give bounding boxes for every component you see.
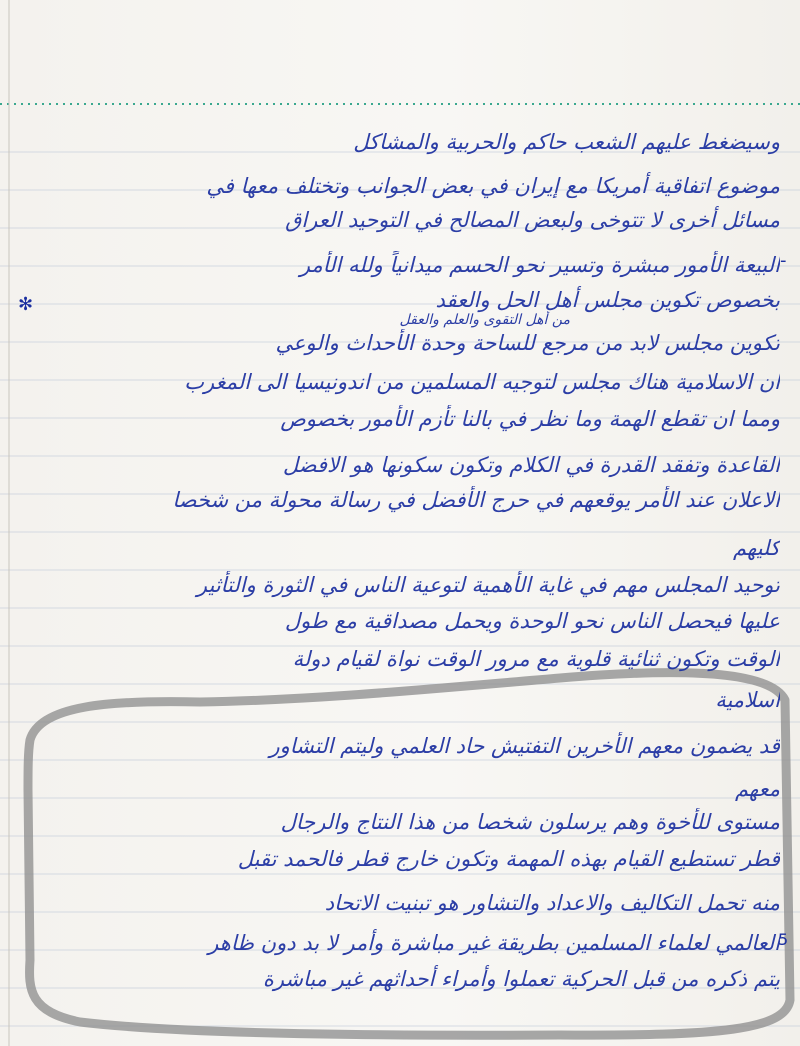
handwritten-line: مسائل أخرى لا تتوخى ولبعض المصالح في التوحيد العراق: [285, 208, 780, 232]
handwritten-line: اسلامية: [715, 688, 780, 712]
handwritten-line: العالمي لعلماء المسلمين بطريقة غير مباشرة وأمر لا بد دون ظاهر: [208, 931, 780, 955]
margin-mark-star: ✻: [18, 294, 34, 315]
handwritten-line: كليهم: [733, 536, 780, 560]
handwritten-line: ومما ان تقطع الهمة وما نظر في بالنا تأزم الأمور بخصوص: [280, 407, 780, 431]
handwritten-line: الوقت وتكون ثنائية قلوية مع مرور الوقت نواة لقيام دولة: [292, 647, 780, 671]
handwritten-line: القاعدة وتفقد القدرة في الكلام وتكون سكونها هو الافضل: [282, 453, 780, 477]
handwritten-line: قطر تستطيع القيام بهذه المهمة وتكون خارج قطر فالحمد تقبل: [237, 847, 780, 871]
margin-mark-five: 5: [778, 930, 789, 949]
handwritten-line: توحيد المجلس مهم في غاية الأهمية لتوعية الناس في الثورة والتأثير: [196, 573, 780, 597]
handwritten-line: البيعة الأمور مبشرة وتسير نحو الحسم ميدانياً ولله الأمر: [299, 253, 780, 277]
handwritten-line: تكوين مجلس لابد من مرجع للساحة وحدة الأحداث والوعي: [275, 331, 780, 355]
handwritten-line: قد يضمون معهم الأخرين التفتيش حاد العلمي وليتم التشاور: [269, 734, 780, 758]
handwritten-line: بخصوص تكوين مجلس أهل الحل والعقد: [435, 288, 780, 312]
margin-mark-dash: -: [780, 250, 787, 271]
handwritten-insertion: من أهل التقوى والعلم والعقل: [399, 312, 570, 328]
handwritten-line: مستوى للأخوة وهم يرسلون شخصا من هذا النتاج والرجال: [280, 810, 780, 834]
handwritten-line: عليها فيحصل الناس نحو الوحدة ويحمل مصداقية مع طول: [284, 609, 780, 633]
handwritten-line: الاعلان عند الأمر يوقعهم في حرج الأفضل في رسالة محولة من شخصا: [172, 488, 780, 512]
handwritten-line: وسيضغط عليهم الشعب حاكم والحربية والمشاكل: [353, 130, 780, 154]
handwritten-line: معهم: [734, 777, 780, 801]
handwritten-line: منه تحمل التكاليف والاعداد والتشاور هو تبنيت الاتحاد: [324, 891, 780, 915]
handwritten-line: يتم ذكره من قبل الحركية تعملوا وأمراء أحداثهم غير مباشرة: [262, 967, 780, 991]
handwritten-line: موضوع اتفاقية أمريكا مع إيران في بعض الجوانب وتختلف معها في: [206, 174, 780, 198]
handwritten-line: ان الاسلامية هناك مجلس لتوجيه المسلمين من اندونيسيا الى المغرب: [184, 370, 780, 394]
